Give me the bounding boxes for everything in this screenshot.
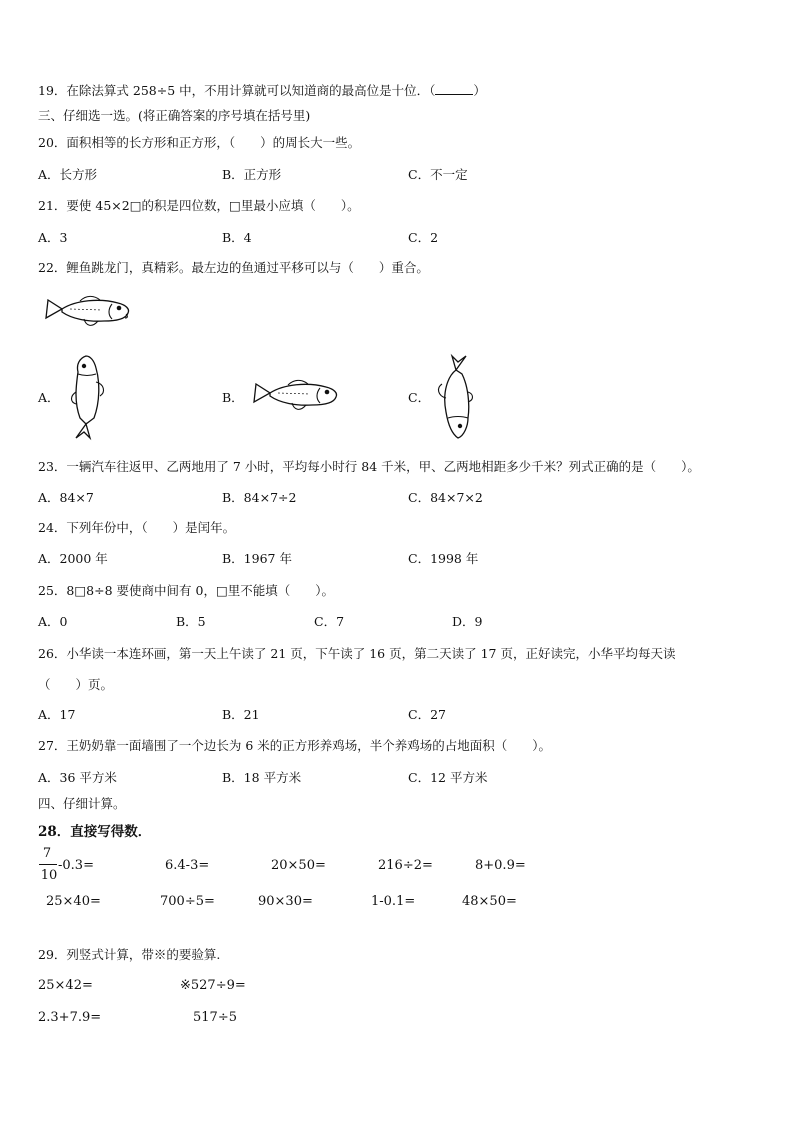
q27-option-c[interactable]: C．12 平方米	[408, 770, 488, 785]
calc-item[interactable]: 216÷2=	[378, 858, 433, 873]
q21-option-b[interactable]: B．4	[222, 230, 252, 245]
question-27-text: 27．王奶奶靠一面墙围了一个边长为 6 米的正方形养鸡场，半个养鸡场的占地面积（ ）。	[38, 738, 552, 753]
question-24-text: 24．下列年份中，（ ）是闰年。	[38, 520, 236, 535]
q21-option-c[interactable]: C．2	[408, 230, 439, 245]
calc-item[interactable]: 6.4-3=	[165, 858, 210, 873]
q24-option-b[interactable]: B．1967 年	[222, 551, 292, 566]
question-29-title: 29．列竖式计算，带※的要验算.	[38, 947, 221, 962]
question-28-title: 28．直接写得数．	[38, 824, 152, 840]
question-19	[38, 82, 486, 99]
question-21-text: 21．要使 45×2□的积是四位数，□里最小应填（ ）。	[38, 198, 360, 213]
section-3-heading: 三、仔细选一选。(将正确答案的序号填在括号里)	[38, 108, 311, 123]
question-26-text: 26．小华读一本连环画，第一天上午读了 21 页，下午读了 16 页，第二天读了 17 页，正好读完，小华平均每天读	[38, 646, 676, 661]
vertical-calc-item[interactable]: 25×42=	[38, 978, 93, 993]
question-19-tail: ）	[473, 83, 486, 98]
vertical-calc-item[interactable]: 517÷5	[193, 1010, 237, 1025]
answer-blank[interactable]	[435, 82, 473, 95]
question-22-text: 22．鲤鱼跳龙门，真精彩。最左边的鱼通过平移可以与（ ）重合。	[38, 260, 429, 275]
q24-option-a[interactable]: A．2000 年	[38, 551, 108, 566]
q27-option-a[interactable]: A．36 平方米	[38, 770, 117, 785]
q26-option-a[interactable]: A．17	[38, 707, 76, 722]
question-25-text: 25．8□8÷8 要使商中间有 0，□里不能填（ ）。	[38, 583, 335, 598]
q23-option-a[interactable]: A．84×7	[38, 490, 94, 505]
option-a-fish-image[interactable]	[60, 352, 110, 442]
q22-option-b[interactable]: B．	[222, 390, 244, 405]
fraction-numerator: 7	[42, 846, 52, 861]
q25-option-b[interactable]: B．5	[176, 614, 206, 629]
q20-option-a[interactable]: A．长方形	[38, 167, 98, 182]
calc-item[interactable]: 48×50=	[462, 894, 517, 909]
q21-option-a[interactable]: A．3	[38, 230, 68, 245]
calc-item[interactable]: 90×30=	[258, 894, 313, 909]
section-4-heading: 四、仔细计算。	[38, 796, 126, 811]
q22-option-a[interactable]: A．	[38, 390, 60, 405]
q26-option-b[interactable]: B．21	[222, 707, 260, 722]
reference-fish-image	[42, 292, 134, 334]
q23-option-b[interactable]: B．84×7÷2	[222, 490, 297, 505]
question-20-text: 20．面积相等的长方形和正方形，（ ）的周长大一些。	[38, 135, 361, 150]
option-b-fish-image[interactable]	[250, 376, 342, 418]
calc-item[interactable]: 25×40=	[46, 894, 101, 909]
question-23-text: 23．一辆汽车往返甲、乙两地用了 7 小时，平均每小时行 84 千米，甲、乙两地相距多少千米？列式正确的是（ ）。	[38, 459, 700, 474]
calc-item[interactable]: 20×50=	[271, 858, 326, 873]
q22-option-c[interactable]: C．	[408, 390, 431, 405]
calc-item[interactable]: 8+0.9=	[475, 858, 526, 873]
vertical-calc-item[interactable]: ※527÷9=	[180, 978, 246, 993]
q23-option-c[interactable]: C．84×7×2	[408, 490, 483, 505]
q25-option-a[interactable]: A．0	[38, 614, 68, 629]
q26-option-c[interactable]: C．27	[408, 707, 446, 722]
q20-option-b[interactable]: B．正方形	[222, 167, 282, 182]
fraction-denominator: 10	[40, 868, 58, 883]
calc-item[interactable]: 700÷5=	[160, 894, 215, 909]
question-19-text: 19．在除法算式 258÷5 中，不用计算就可以知道商的最高位是十位．（	[38, 83, 436, 98]
calc-item[interactable]: -0.3=	[58, 858, 94, 873]
q24-option-c[interactable]: C．1998 年	[408, 551, 479, 566]
q25-option-c[interactable]: C．7	[314, 614, 345, 629]
vertical-calc-item[interactable]: 2.3+7.9=	[38, 1010, 102, 1025]
calc-item[interactable]: 1-0.1=	[371, 894, 416, 909]
question-26-text-continued: （ ）页。	[38, 677, 114, 692]
q20-option-c[interactable]: C．不一定	[408, 167, 468, 182]
fraction-bar	[39, 864, 57, 865]
option-c-fish-image[interactable]	[432, 352, 482, 442]
q27-option-b[interactable]: B．18 平方米	[222, 770, 302, 785]
q25-option-d[interactable]: D．9	[452, 614, 483, 629]
